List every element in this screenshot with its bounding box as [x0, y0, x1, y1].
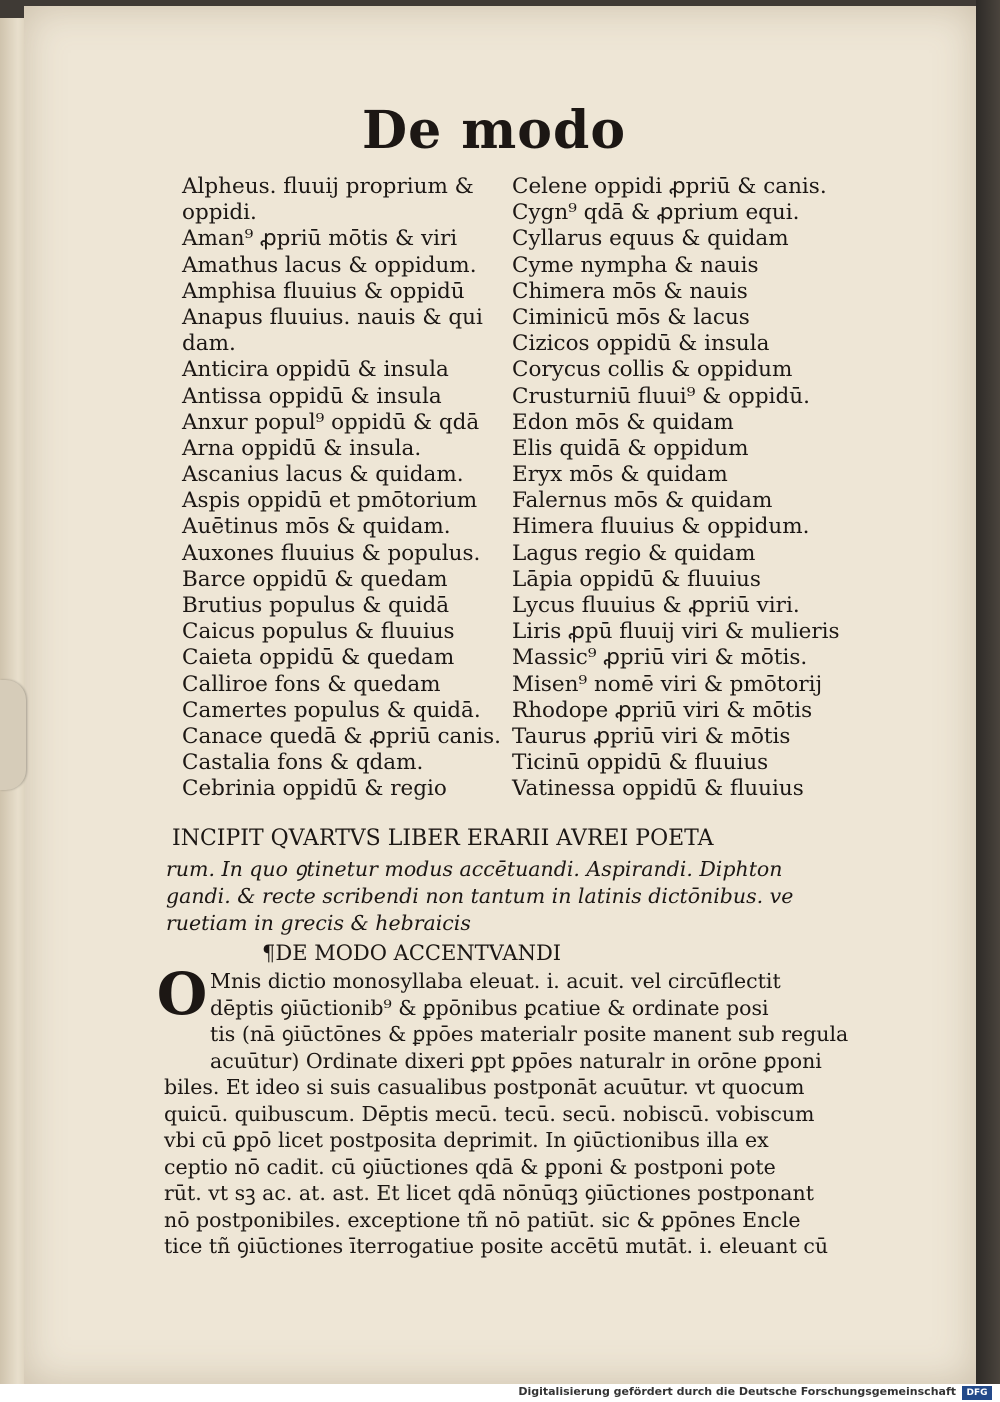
- entry-line: Lagus regio & quidam: [512, 540, 756, 566]
- entry-line: Falernus mōs & quidam: [512, 488, 773, 514]
- entry-line: Liris ꝓpū fluuij viri & mulieris: [512, 619, 840, 645]
- body-line: dēptis ꝯiūctionib⁹ & ꝑpōnibus ꝑcatiue & ordinate posi: [210, 995, 769, 1020]
- entry-line: Amathus lacus & oppidum.: [182, 252, 477, 278]
- entry-line: Anxur popul⁹ oppidū & qdā: [182, 409, 480, 435]
- entry-line: Cyllarus equus & quidam: [512, 226, 789, 252]
- entry-line: Aman⁹ ꝓpriū mōtis & viri: [182, 226, 458, 252]
- entry-line: Cizicos oppidū & insula: [512, 331, 770, 357]
- entry-line: Anapus fluuius. nauis & qui: [182, 304, 483, 330]
- entry-line: Barce oppidū & quedam: [182, 566, 448, 592]
- entry-line: Celene oppidi ꝓpriū & canis.: [512, 174, 827, 199]
- body-line: tis (nā ꝯiūctōnes & ꝑpōes materialr posite manent sub regula: [210, 1022, 849, 1046]
- entry-line: Calliroe fons & quedam: [182, 671, 441, 697]
- entry-line: Massic⁹ ꝓpriū viri & mōtis.: [512, 645, 808, 671]
- entry-line: Taurus ꝓpriū viri & mōtis: [512, 723, 791, 749]
- entry-line: Vatinessa oppidū & fluuius: [512, 776, 804, 802]
- entry-line: Castalia fons & qdam.: [182, 750, 424, 776]
- entry-line: Canace quedā & ꝓpriū canis.: [182, 723, 501, 749]
- decorated-initial: O: [156, 960, 208, 1028]
- entry-line: Brutius populus & quidā: [182, 593, 450, 618]
- entry-line: Himera fluuius & oppidum.: [512, 514, 810, 540]
- entry-line: Cygn⁹ qdā & ꝓprium equi.: [512, 200, 800, 226]
- entry-line: Misen⁹ nomē viri & pmōtorij: [512, 671, 823, 697]
- entry-line: Lycus fluuius & ꝓpriū viri.: [512, 593, 800, 618]
- incipit-line: gandi. & recte scribendi non tantum in latinis dictōnibus. ve: [166, 884, 794, 908]
- entry-line: Elis quidā & oppidum: [512, 435, 749, 461]
- entry-line: Auētinus mōs & quidam.: [182, 514, 451, 540]
- body-line: biles. Et ideo si suis casualibus postponāt acuūtur. vt quocum: [164, 1075, 805, 1099]
- body-line: acuūtur) Ordinate dixeri ꝑpt ꝑpōes naturalr in orōne ꝑponi: [210, 1048, 822, 1073]
- entry-line: Cebrinia oppidū & regio: [182, 776, 447, 802]
- entry-line: Lāpia oppidū & fluuius: [512, 566, 761, 592]
- body-line: rūt. vt sꝫ ac. at. ast. Et licet qdā nōnūqꝫ ꝯiūctiones postponant: [164, 1181, 814, 1205]
- entry-line: Caieta oppidū & quedam: [182, 645, 455, 671]
- entry-line: Chimera mōs & nauis: [512, 278, 748, 304]
- incipit-line: ruetiam in grecis & hebraicis: [166, 911, 471, 935]
- body-text: [164, 968, 848, 1260]
- entry-line: Corycus collis & oppidum: [512, 357, 793, 383]
- entry-line: Anticira oppidū & insula: [182, 357, 449, 383]
- page-clip: [0, 680, 26, 790]
- entry-line: oppidi.: [182, 200, 257, 226]
- footer-bar: [0, 1384, 1000, 1402]
- entry-line: Rhodope ꝓpriū viri & mōtis: [512, 697, 813, 723]
- entry-line: Alpheus. fluuij proprium &: [182, 174, 474, 199]
- entry-line: Edon mōs & quidam: [512, 409, 734, 435]
- body-line: quicū. quibuscum. Dēptis mecū. tecū. secū. nobiscū. vobiscum: [164, 1101, 815, 1126]
- body-line: Mnis dictio monosyllaba eleuat. i. acuit. vel circūflectit: [210, 969, 781, 993]
- scan-border: [976, 0, 1000, 1384]
- entry-line: Aspis oppidū et pmōtorium: [182, 488, 478, 514]
- body-line: nō postponibiles. exceptione tñ nō patiūt. sic & ꝑpōnes Encle: [164, 1207, 801, 1232]
- footer-credit: Digitalisierung gefördert durch die Deutsche Forschungsgemeinschaft: [518, 1385, 956, 1398]
- entry-line: Eryx mōs & quidam: [512, 462, 728, 488]
- incipit-line: rum. In quo ꝯtinetur modus accētuandi. Aspirandi. Diphton: [166, 857, 783, 881]
- body-line: vbi cū ꝑpō licet postposita deprimit. In ꝯiūctionibus illa ex: [164, 1128, 769, 1152]
- section-title: ¶DE MODO ACCENTVANDI: [262, 941, 562, 965]
- entry-line: Ciminicū mōs & lacus: [512, 304, 750, 330]
- entry-line: Ascanius lacus & quidam.: [182, 462, 464, 488]
- entry-line: Arna oppidū & insula.: [182, 435, 422, 461]
- left-column: [182, 174, 501, 803]
- entry-line: Camertes populus & quidā.: [182, 697, 481, 723]
- entry-line: Amphisa fluuius & oppidū: [182, 278, 465, 304]
- book-incipit: INCIPIT QVARTVS LIBER ERARII AVREI POETA: [172, 826, 714, 851]
- entry-line: Antissa oppidū & insula: [182, 383, 442, 409]
- entry-line: dam.: [182, 331, 236, 357]
- incipit-text: [166, 856, 793, 937]
- entry-line: Ticinū oppidū & fluuius: [512, 750, 769, 776]
- entry-line: Crusturniū fluui⁹ & oppidū.: [512, 383, 810, 409]
- entry-line: Cyme nympha & nauis: [512, 252, 759, 278]
- body-line: ceptio nō cadit. cū ꝯiūctiones qdā & ꝑponi & postponi pote: [164, 1154, 776, 1179]
- entry-line: Caicus populus & fluuius: [182, 619, 455, 645]
- page-heading: De modo: [362, 100, 627, 161]
- body-line: tice tñ ꝯiūctiones īterrogatiue posite accētū mutāt. i. eleuant cū: [164, 1234, 829, 1258]
- entry-line: Auxones fluuius & populus.: [182, 540, 481, 566]
- dfg-logo: DFG: [962, 1386, 992, 1400]
- right-column: [512, 174, 840, 803]
